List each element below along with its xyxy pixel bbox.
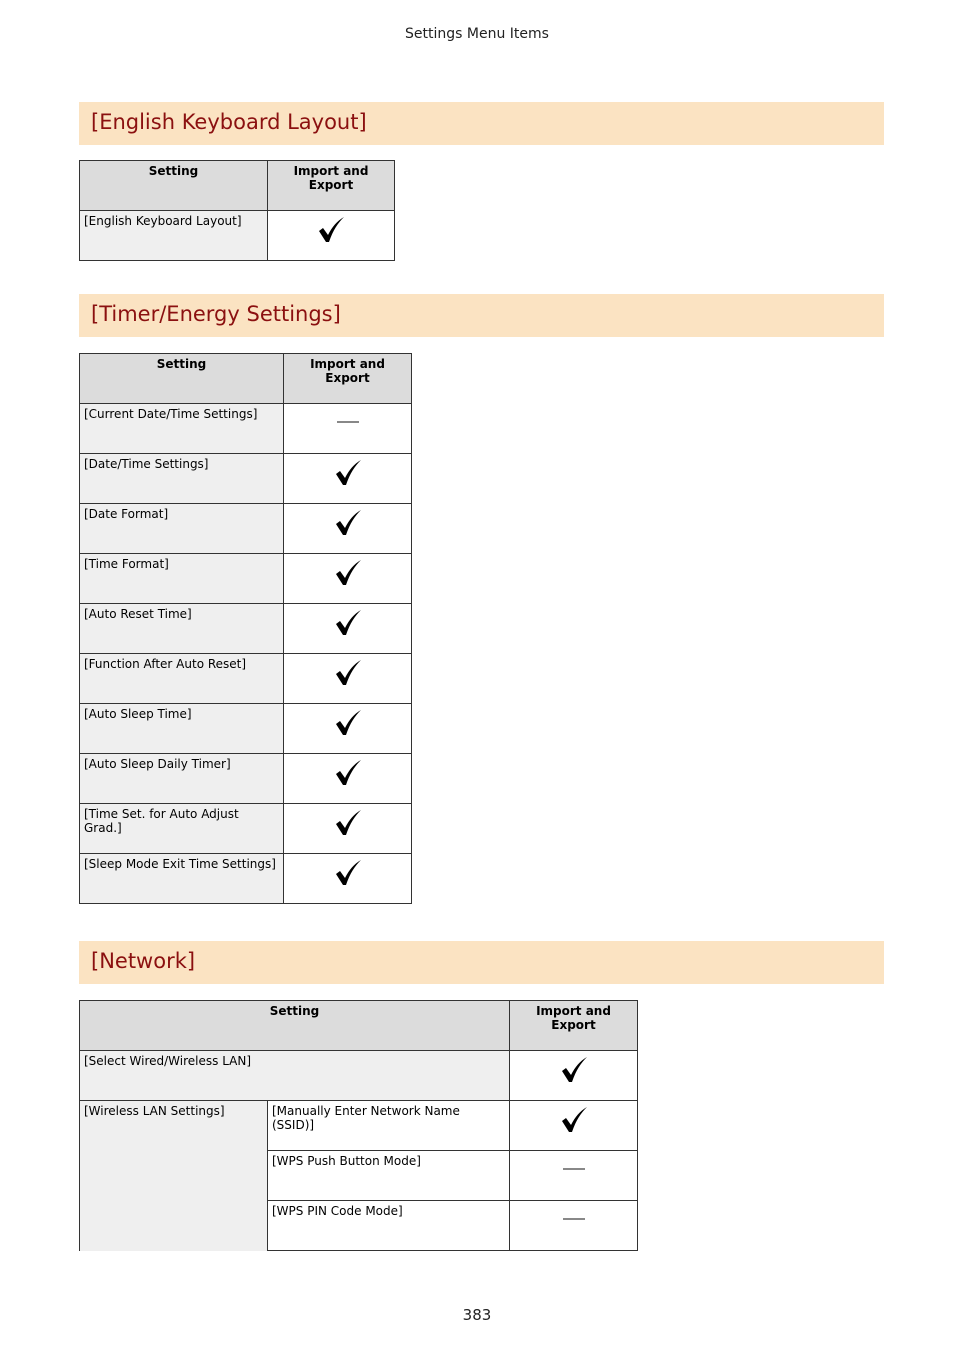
table-row bbox=[80, 211, 395, 261]
table-row bbox=[80, 1101, 638, 1151]
dash-icon bbox=[337, 421, 359, 423]
table-header-row bbox=[80, 1001, 638, 1051]
check-icon bbox=[559, 1055, 589, 1085]
mark-cell bbox=[284, 854, 412, 904]
page-number: 383 bbox=[462, 1306, 492, 1324]
check-icon bbox=[333, 608, 363, 638]
mark-cell bbox=[268, 211, 395, 261]
dash-icon bbox=[563, 1168, 585, 1170]
mark-cell bbox=[284, 754, 412, 804]
setting-cell: [English Keyboard Layout] bbox=[80, 211, 268, 261]
mark-cell bbox=[510, 1151, 638, 1201]
section-title: [English Keyboard Layout] bbox=[91, 110, 367, 134]
mark-cell bbox=[284, 554, 412, 604]
mark-cell bbox=[284, 504, 412, 554]
check-icon bbox=[333, 758, 363, 788]
table-row bbox=[80, 454, 412, 504]
check-icon bbox=[333, 558, 363, 588]
setting-cell: [Auto Sleep Daily Timer] bbox=[80, 754, 284, 804]
check-icon bbox=[333, 808, 363, 838]
check-icon bbox=[333, 508, 363, 538]
mark-cell bbox=[284, 704, 412, 754]
check-icon bbox=[333, 458, 363, 488]
keyboard-table bbox=[79, 160, 395, 261]
setting-cell: [Date/Time Settings] bbox=[80, 454, 284, 504]
table-row bbox=[80, 854, 412, 904]
column-header-setting: Setting bbox=[80, 1001, 510, 1051]
column-header-setting: Setting bbox=[80, 161, 268, 211]
mark-cell bbox=[284, 654, 412, 704]
sub-setting-cell: [Manually Enter Network Name (SSID)] bbox=[268, 1101, 510, 1151]
column-header-import-export: Import and Export bbox=[510, 1001, 638, 1051]
section-heading-keyboard bbox=[79, 102, 884, 145]
setting-cell: [Auto Reset Time] bbox=[80, 604, 284, 654]
sub-setting-cell: [WPS Push Button Mode] bbox=[268, 1151, 510, 1201]
table-row bbox=[80, 804, 412, 854]
column-header-setting: Setting bbox=[80, 354, 284, 404]
table-row bbox=[80, 754, 412, 804]
column-header-import-export: Import and Export bbox=[284, 354, 412, 404]
table-row bbox=[80, 604, 412, 654]
check-icon bbox=[316, 215, 346, 245]
sub-setting-cell: [WPS PIN Code Mode] bbox=[268, 1201, 510, 1251]
mark-cell bbox=[284, 804, 412, 854]
setting-cell: [Date Format] bbox=[80, 504, 284, 554]
check-icon bbox=[333, 708, 363, 738]
running-header: Settings Menu Items bbox=[405, 26, 549, 42]
mark-cell bbox=[510, 1201, 638, 1251]
table-row bbox=[80, 704, 412, 754]
section-title: [Timer/Energy Settings] bbox=[91, 302, 341, 326]
setting-cell: [Select Wired/Wireless LAN] bbox=[80, 1051, 510, 1101]
setting-cell: [Time Format] bbox=[80, 554, 284, 604]
mark-cell bbox=[284, 404, 412, 454]
setting-cell: [Time Set. for Auto Adjust Grad.] bbox=[80, 804, 284, 854]
timer-table bbox=[79, 353, 412, 904]
setting-cell: [Sleep Mode Exit Time Settings] bbox=[80, 854, 284, 904]
table-row bbox=[80, 554, 412, 604]
check-icon bbox=[333, 658, 363, 688]
mark-cell bbox=[284, 454, 412, 504]
section-heading-timer bbox=[79, 294, 884, 337]
table-row bbox=[80, 654, 412, 704]
check-icon bbox=[559, 1105, 589, 1135]
setting-cell: [Function After Auto Reset] bbox=[80, 654, 284, 704]
setting-cell: [Wireless LAN Settings] bbox=[80, 1101, 268, 1251]
dash-icon bbox=[563, 1218, 585, 1220]
mark-cell bbox=[510, 1101, 638, 1151]
network-table bbox=[79, 1000, 638, 1251]
column-header-import-export: Import and Export bbox=[268, 161, 395, 211]
table-header-row bbox=[80, 161, 395, 211]
mark-cell bbox=[510, 1051, 638, 1101]
setting-cell: [Auto Sleep Time] bbox=[80, 704, 284, 754]
table-header-row bbox=[80, 354, 412, 404]
table-row bbox=[80, 504, 412, 554]
section-heading-network bbox=[79, 941, 884, 984]
check-icon bbox=[333, 858, 363, 888]
setting-cell: [Current Date/Time Settings] bbox=[80, 404, 284, 454]
table-row bbox=[80, 404, 412, 454]
mark-cell bbox=[284, 604, 412, 654]
table-row bbox=[80, 1051, 638, 1101]
section-title: [Network] bbox=[91, 949, 196, 973]
